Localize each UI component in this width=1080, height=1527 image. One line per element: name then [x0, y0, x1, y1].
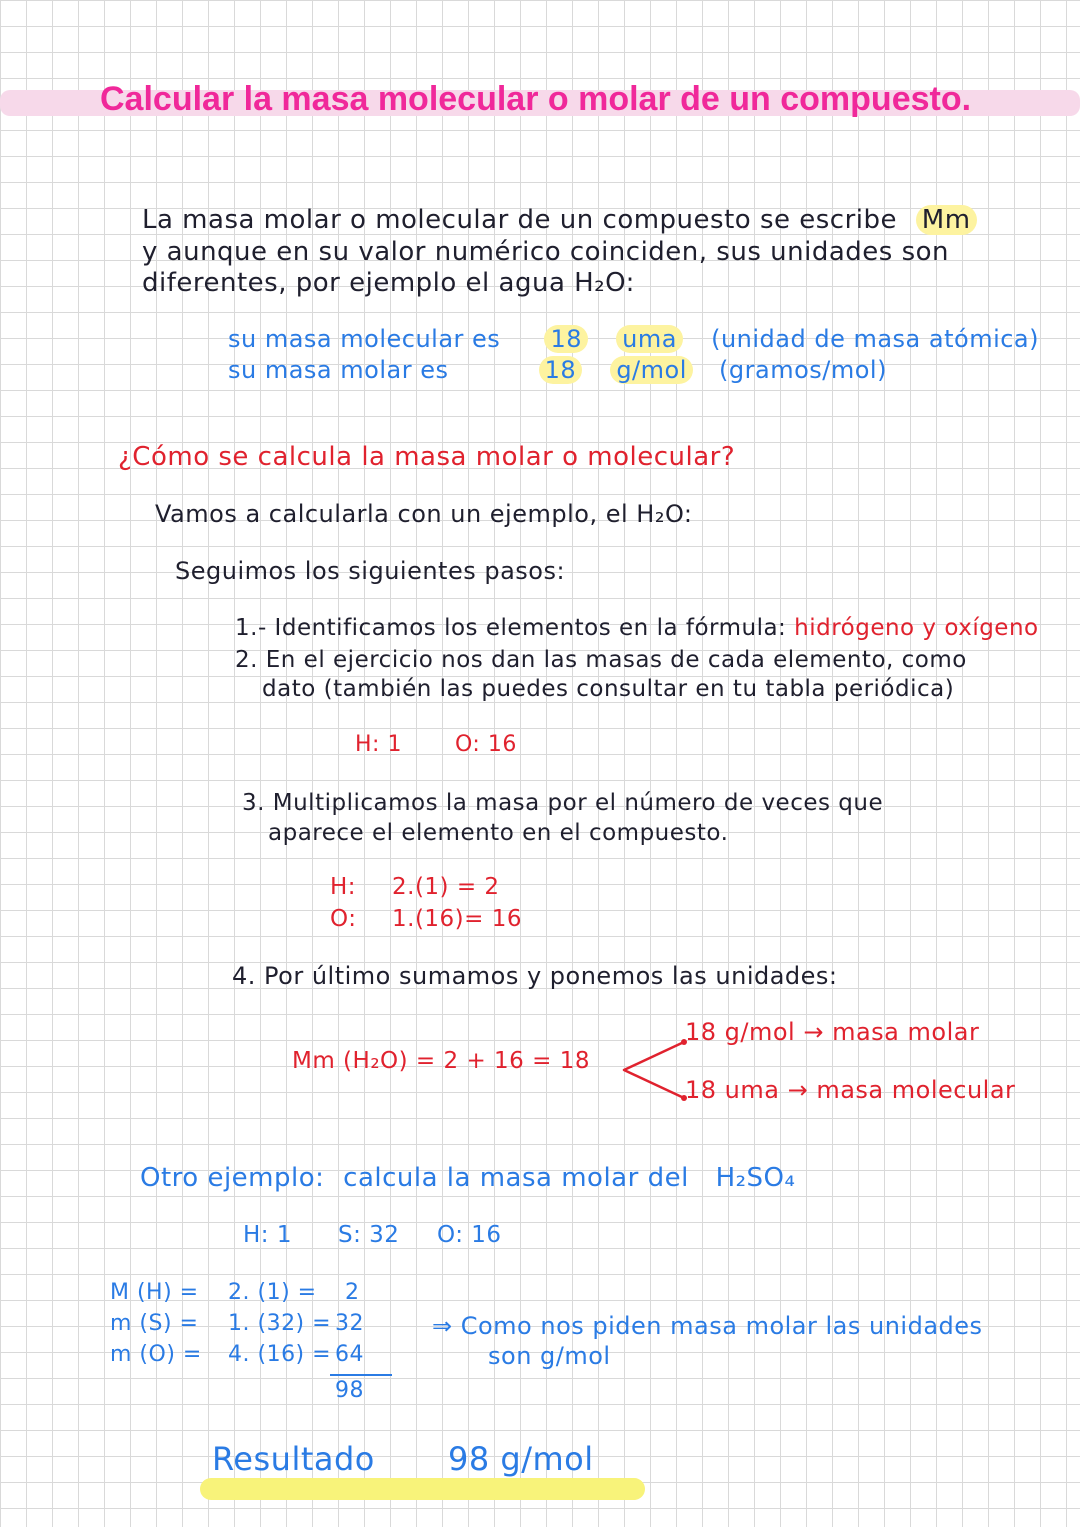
step-1-text: 1.- Identificamos los elementos en la fórmula: — [235, 615, 787, 641]
step-1-answer: hidrógeno y oxígeno — [794, 615, 1039, 641]
step-2-line-2: dato (también las puedes consultar en tu tabla periódica) — [262, 676, 955, 702]
otro-formula: H₂SO₄ — [715, 1163, 796, 1193]
step-1 — [235, 615, 1039, 641]
step-3-line-1: 3. Multiplicamos la masa por el número de veces que — [242, 790, 884, 816]
water-row-molecular — [228, 325, 1039, 353]
water-row1-value: 18 — [544, 325, 588, 353]
otro-mass-h: H: 1 — [243, 1222, 292, 1248]
otro-row-s-expr: 1. (32) = — [228, 1311, 332, 1336]
result-label: Resultado — [212, 1440, 375, 1478]
otro-row-s-value: 32 — [335, 1311, 364, 1336]
pasos-intro: Seguimos los siguientes pasos: — [175, 557, 566, 585]
intro-line-1 — [142, 205, 977, 235]
otro-row-h-label: M (H) = — [110, 1280, 199, 1305]
mass-o: O: 16 — [455, 732, 517, 757]
otro-total: 98 — [335, 1378, 364, 1403]
otro-mass-s: S: 32 — [338, 1222, 400, 1248]
otro-label: Otro ejemplo: — [140, 1163, 325, 1193]
question-heading: ¿Cómo se calcula la masa molar o molecular? — [118, 442, 736, 472]
otro-row-o-expr: 4. (16) = — [228, 1342, 332, 1367]
calc-o-label: O: — [330, 906, 357, 932]
sum-line — [330, 1374, 392, 1376]
page-title: Calcular la masa molecular o molar de un compuesto. — [100, 80, 972, 118]
otro-mass-o: O: 16 — [437, 1222, 502, 1248]
otro-row-h-expr: 2. (1) = — [228, 1280, 317, 1305]
calc-o-expr: 1.(16)= 16 — [392, 906, 523, 932]
intro-line-2: y aunque en su valor numérico coinciden, sus unidades son — [142, 237, 950, 267]
branch-molar: 18 g/mol → masa molar — [685, 1018, 980, 1046]
step-4: 4. Por último sumamos y ponemos las unidades: — [232, 962, 838, 990]
calc-h-expr: 2.(1) = 2 — [392, 874, 500, 900]
mass-h: H: 1 — [355, 732, 402, 757]
step-3-line-2: aparece el elemento en el compuesto. — [268, 820, 729, 846]
branch-molecular: 18 uma → masa molecular — [685, 1076, 1016, 1104]
water-row-molar — [228, 356, 887, 384]
otro-note-line-1: ⇒ Como nos piden masa molar las unidades — [432, 1312, 983, 1340]
water-row2-note: (gramos/mol) — [719, 356, 887, 384]
intro-line-1-text: La masa molar o molecular de un compuesto se escribe — [142, 205, 898, 235]
otro-note-line-2: son g/mol — [488, 1342, 611, 1370]
intro-line-3: diferentes, por ejemplo el agua H₂O: — [142, 268, 635, 298]
otro-row-o-label: m (O) = — [110, 1342, 202, 1367]
result-value: 98 g/mol — [448, 1440, 594, 1478]
otro-text: calcula la masa molar del — [343, 1163, 689, 1193]
vamos-line: Vamos a calcularla con un ejemplo, el H₂O: — [155, 500, 693, 528]
branch-arrows-icon — [618, 1038, 688, 1102]
final-water-expr: Mm (H₂O) = 2 + 16 = 18 — [292, 1048, 590, 1074]
otro-row-h-value: 2 — [345, 1280, 360, 1305]
water-row1-note: (unidad de masa atómica) — [711, 325, 1040, 353]
step-2-line-1: 2. En el ejercicio nos dan las masas de cada elemento, como — [235, 647, 967, 673]
water-row1-label: su masa molecular es — [228, 325, 501, 353]
mm-symbol: Mm — [916, 205, 977, 235]
water-row2-label: su masa molar es — [228, 356, 449, 384]
water-row2-unit: g/mol — [610, 356, 693, 384]
result-highlight-band — [200, 1478, 645, 1500]
otro-row-s-label: m (S) = — [110, 1311, 199, 1336]
water-row2-value: 18 — [539, 356, 583, 384]
otro-ejemplo-line — [140, 1163, 795, 1193]
calc-h-label: H: — [330, 874, 357, 900]
water-row1-unit: uma — [616, 325, 683, 353]
otro-row-o-value: 64 — [335, 1342, 364, 1367]
